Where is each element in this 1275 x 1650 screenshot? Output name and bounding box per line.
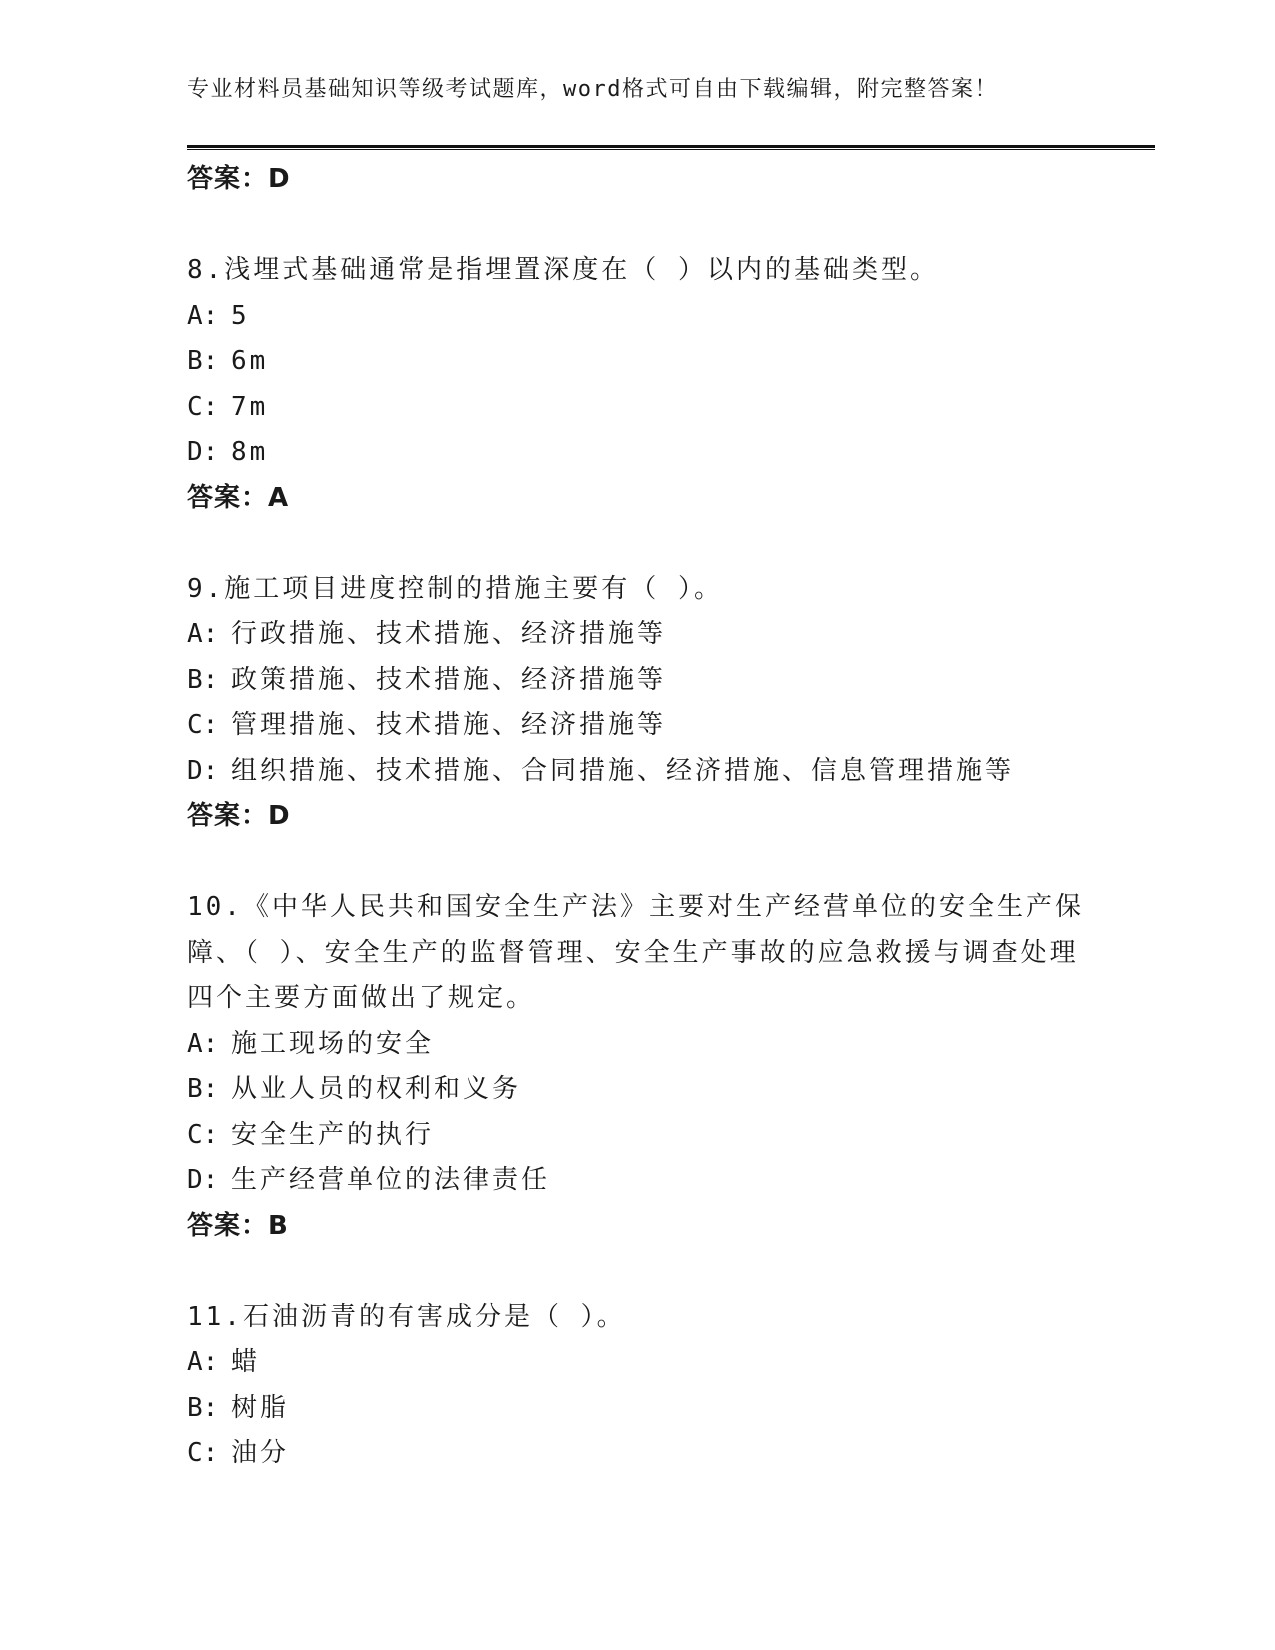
option-a (187, 294, 1087, 340)
option-d (187, 749, 1087, 795)
option-key: A: (187, 300, 219, 331)
option-text: 从业人员的权利和义务 (231, 1074, 522, 1104)
question-text: 9.施工项目进度控制的措施主要有（ ）。 (187, 573, 723, 604)
option-a (187, 1022, 1087, 1068)
option-text: 行政措施、技术措施、经济措施等 (231, 619, 667, 649)
question-9 (187, 567, 1087, 840)
question-text: 8.浅埋式基础通常是指埋置深度在（ ）以内的基础类型。 (187, 255, 939, 285)
option-text: 管理措施、技术措施、经济措施等 (231, 710, 667, 740)
option-key: B: (187, 1392, 219, 1423)
option-key: B: (187, 346, 219, 376)
option-text: 蜡 (231, 1347, 261, 1377)
option-text: 政策措施、技术措施、经济措施等 (231, 664, 667, 695)
option-key: D: (187, 1165, 219, 1195)
question-text: 10.《中华人民共和国安全生产法》主要对生产经营单位的安全生产保障、（ ）、安全生产的监督管理、安全生产事故的应急救援与调查处理四个主要方面做出了规定。 (187, 892, 1084, 1013)
option-text: 5 (231, 300, 250, 331)
option-key: C: (187, 391, 219, 422)
option-text: 6m (231, 346, 269, 376)
option-b (187, 658, 1087, 704)
option-key: D: (187, 437, 219, 467)
option-b (187, 1067, 1087, 1113)
spacer (187, 1249, 1087, 1295)
option-text: 生产经营单位的法律责任 (231, 1165, 551, 1195)
spacer (187, 521, 1087, 567)
header-divider (187, 145, 1155, 150)
question-8 (187, 248, 1087, 521)
option-key: C: (187, 1119, 219, 1150)
document-body (187, 157, 1087, 1477)
option-key: B: (187, 664, 219, 695)
answer-previous: 答案：D (187, 164, 291, 194)
option-key: C: (187, 1438, 219, 1468)
option-c (187, 703, 1087, 749)
question-11 (187, 1295, 1087, 1477)
option-a (187, 1340, 1087, 1386)
option-text: 安全生产的执行 (231, 1119, 435, 1150)
answer: 答案：B (187, 1210, 289, 1241)
option-key: A: (187, 1347, 219, 1377)
option-text: 油分 (231, 1438, 290, 1468)
option-c (187, 385, 1087, 431)
option-c (187, 1113, 1087, 1159)
spacer (187, 840, 1087, 886)
option-key: B: (187, 1074, 219, 1104)
option-key: A: (187, 1028, 219, 1059)
option-text: 树脂 (231, 1392, 290, 1423)
option-text: 施工现场的安全 (231, 1028, 435, 1059)
option-key: A: (187, 619, 219, 649)
option-b (187, 1386, 1087, 1432)
page-header-text: 专业材料员基础知识等级考试题库，word格式可自由下载编辑，附完整答案！ (187, 77, 998, 102)
option-a (187, 612, 1087, 658)
question-text: 11.石油沥青的有害成分是（ ）。 (187, 1301, 626, 1332)
option-d (187, 430, 1087, 476)
option-b (187, 339, 1087, 385)
question-10 (187, 885, 1087, 1249)
option-d (187, 1158, 1087, 1204)
spacer (187, 203, 1087, 249)
option-text: 7m (231, 391, 269, 422)
answer: 答案：A (187, 482, 290, 513)
option-key: D: (187, 755, 219, 786)
option-c (187, 1431, 1087, 1477)
option-text: 组织措施、技术措施、合同措施、经济措施、信息管理措施等 (231, 755, 1015, 786)
answer: 答案：D (187, 801, 291, 831)
option-text: 8m (231, 437, 269, 467)
option-key: C: (187, 710, 219, 740)
